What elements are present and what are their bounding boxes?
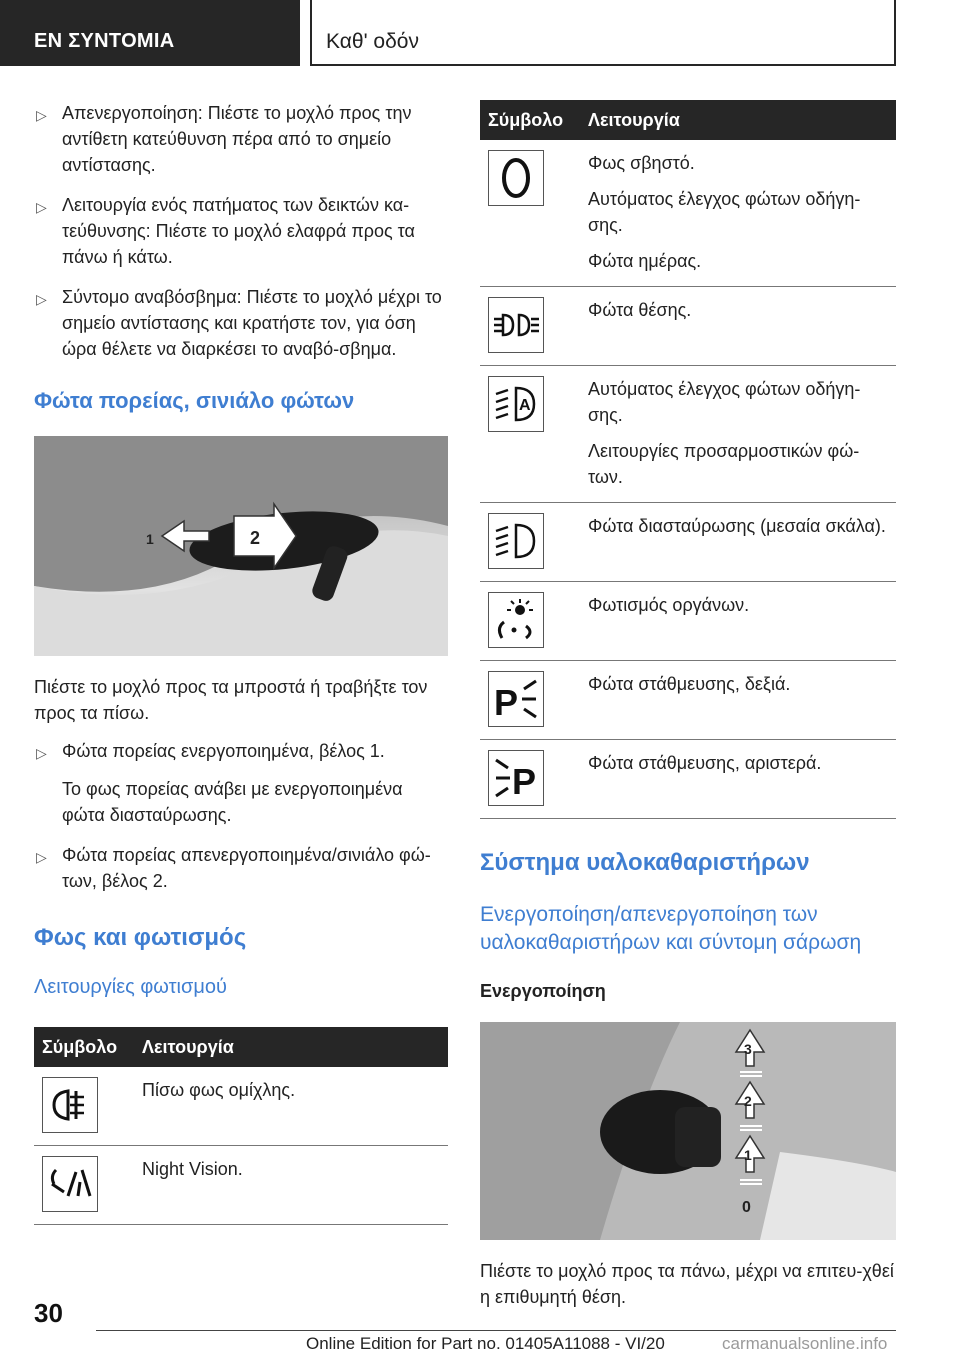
table-row: Φωτισμός οργάνων. [480, 582, 896, 661]
list-item: ▷ Σύντομο αναβόσβημα: Πιέστε το μοχλό μέχρι το σημείο αντίστασης και κρατήστε τον, για όση ώρα θέλετε να διαρκέσει το αναβό‐σβημα. [36, 287, 442, 359]
parking-right-icon [488, 671, 544, 727]
paragraph-high-beam: Πιέστε το μοχλό προς τα μπροστά ή τραβήξτε τον προς τα πίσω. [34, 677, 428, 723]
table-row: Πίσω φως ομίχλης. [34, 1067, 448, 1146]
footer-divider [96, 1330, 896, 1331]
column-header-function: Λειτουργία [134, 1027, 448, 1067]
symbol-table-right [480, 100, 896, 819]
bullet-list-turn-signal [34, 100, 448, 362]
column-header-symbol: Σύμβολο [34, 1027, 134, 1067]
page-number: 30 [34, 1298, 63, 1328]
paragraph-wipers: Πιέστε το μοχλό προς τα πάνω, μέχρι να επιτευ‐χθεί η επιθυμητή θέση. [480, 1261, 894, 1307]
footer-edition: Online Edition for Part no. 01405A11088 - VI/20 [306, 1334, 665, 1353]
heading-activation: Ενεργοποίηση [480, 981, 606, 1001]
triangle-bullet-icon: ▷ [36, 291, 47, 307]
triangle-bullet-icon: ▷ [36, 745, 47, 761]
arrow-label-2: 2 [250, 528, 261, 548]
triangle-bullet-icon: ▷ [36, 199, 47, 215]
heading-lights: Φως και φωτισμός [34, 924, 247, 951]
chapter-title: Καθ' οδόν [310, 0, 896, 66]
low-beam-icon [488, 513, 544, 569]
rear-fog-icon [42, 1077, 98, 1133]
photo-lever-high-beam [34, 436, 448, 656]
position-label-3: 3 [744, 1041, 752, 1057]
triangle-bullet-icon: ▷ [36, 107, 47, 123]
page-header [0, 0, 960, 66]
arrow-label-1: 1 [146, 531, 154, 547]
parking-left-icon [488, 750, 544, 806]
symbol-table-left [34, 1027, 448, 1225]
column-header-function: Λειτουργία [580, 100, 896, 140]
svg-text:P: P [512, 761, 537, 802]
subheading-lighting-functions: Λειτουργίες φωτισμού [34, 976, 227, 998]
instrument-lighting-icon [488, 592, 544, 648]
auto-headlight-icon [488, 376, 544, 432]
position-label-2: 2 [744, 1093, 752, 1109]
svg-text:P: P [494, 682, 519, 723]
lever-illustration [34, 436, 448, 656]
list-item: ▷ Φώτα πορείας απενεργοποιημένα/σινιάλο φώ‐των, βέλος 2. [36, 845, 431, 891]
list-item: ▷ Απενεργοποίηση: Πιέστε το μοχλό προς την αντίθετη κατεύθυνση πέρα από το σημείο αντίστασης. [36, 103, 412, 175]
heading-wipers: Σύστημα υαλοκαθαριστήρων [480, 849, 810, 876]
bullet-list-high-beam [34, 738, 448, 894]
table-row: Night Vision. [34, 1146, 448, 1225]
watermark: carmanualsonline.info [722, 1334, 888, 1353]
table-row: P Φώτα στάθμευσης, αριστερά. [480, 740, 896, 819]
photo-wiper-lever [480, 1022, 896, 1240]
table-row: Φως σβηστό. Αυτόματος έλεγχος φώτων οδήγη‐σης. Φώτα ημέρας. [480, 140, 896, 287]
night-vision-icon [42, 1156, 98, 1212]
subheading-wipers-activation: Ενεργοποίηση/απενεργοποίηση των υαλοκαθαριστήρων και σύντομη σάρωση [480, 903, 862, 954]
position-label-1: 1 [744, 1147, 752, 1163]
left-column [34, 100, 448, 1225]
section-title: ΕΝ ΣΥΝΤΟΜΙΑ [0, 0, 300, 66]
heading-high-beam: Φώτα πορείας, σινιάλο φώτων [34, 388, 355, 413]
wiper-lever-illustration [480, 1022, 896, 1240]
table-row: Φώτα θέσης. [480, 287, 896, 366]
lights-off-icon [488, 150, 544, 206]
parking-lights-icon [488, 297, 544, 353]
table-row: Φώτα διασταύρωσης (μεσαία σκάλα). [480, 503, 896, 582]
svg-text:A: A [519, 397, 531, 414]
right-column [480, 100, 896, 1310]
position-label-0: 0 [742, 1199, 751, 1216]
table-row: P Φώτα στάθμευσης, δεξιά. [480, 661, 896, 740]
triangle-bullet-icon: ▷ [36, 849, 47, 865]
list-item: ▷ Λειτουργία ενός πατήματος των δεικτών κα‐τεύθυνσης: Πιέστε το μοχλό ελαφρά προς τα πάνω ή κάτω. [36, 195, 415, 267]
table-row: A Αυτόματος έλεγχος φώτων οδήγη‐σης. Λειτουργίες προσαρμοστικών φώ‐των. [480, 366, 896, 503]
column-header-symbol: Σύμβολο [480, 100, 580, 140]
list-item-note: Το φως πορείας ανάβει με ενεργοποιημένα φώτα διασταύρωσης. [62, 779, 403, 825]
list-item: ▷ Φώτα πορείας ενεργοποιημένα, βέλος 1. Το φως πορείας ανάβει με ενεργοποιημένα φώτα διασταύρωσης. [34, 738, 448, 828]
